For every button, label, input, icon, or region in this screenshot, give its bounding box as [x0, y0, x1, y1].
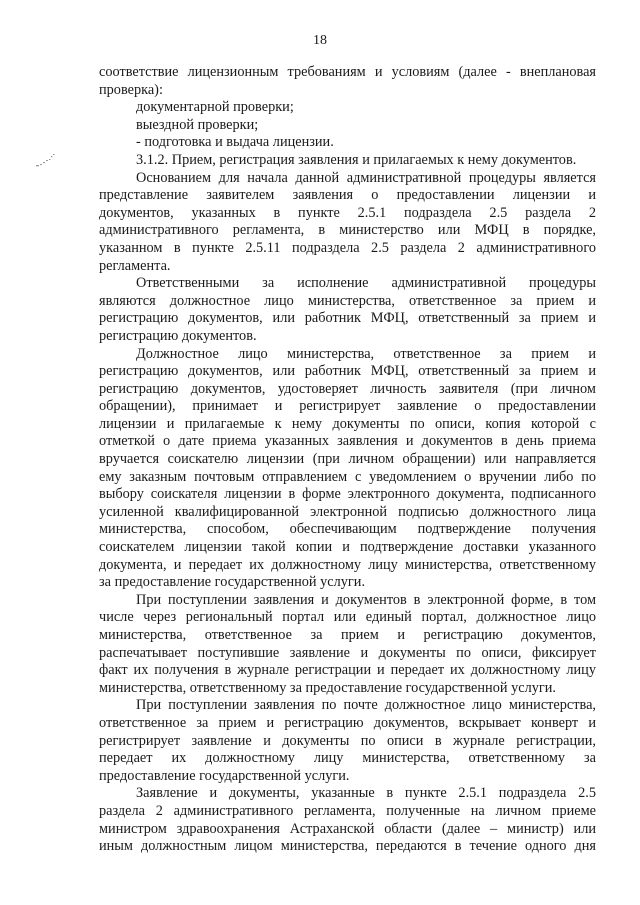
text-line: лицензии и прилагаемые к нему документы по описи, копия которой с — [99, 415, 596, 432]
text-line: министерства, способом, обеспечивающим подтверждение получения — [99, 521, 596, 538]
paragraph — [99, 64, 596, 99]
text-line: выбору соискателя лицензии в форме электронного документа, подписанного — [99, 486, 596, 503]
text-line: являются должностное лицо министерства, ответственное за прием и — [99, 292, 596, 309]
text-line: 3.1.2. Прием, регистрация заявления и прилагаемых к нему документов. — [136, 151, 577, 168]
document-body — [99, 64, 596, 856]
text-line: вручается соискателю лицензии (при личном обращении) или направляется — [99, 451, 596, 468]
text-line: проверка): — [99, 81, 163, 98]
text-line: выездной проверки; — [136, 116, 259, 133]
text-line: числе через региональный портал или единый портал, должностное лицо — [99, 609, 596, 626]
text-line: регистрацию документов, или работник МФЦ, ответственный за прием и — [99, 310, 596, 327]
text-line: министром здравоохранения Астраханской области (далее – министр) или — [99, 820, 596, 837]
paragraph — [99, 346, 596, 592]
text-line: передает их должностному лицу министерства, ответственному за — [99, 750, 596, 767]
text-line: Основанием для начала данной административной процедуры является — [136, 169, 596, 186]
text-line: административного регламента, в министерство или МФЦ в порядке, — [99, 222, 596, 239]
paragraph — [99, 117, 596, 135]
page-number: 18 — [313, 33, 327, 48]
text-line: министерства, ответственное за прием и регистрацию документов, — [99, 627, 596, 643]
text-line: Ответственными за исполнение административной процедуры — [136, 275, 596, 292]
paragraph — [99, 152, 596, 170]
text-line: регистрацию документов, или работник МФЦ, ответственный за прием и — [99, 363, 596, 380]
text-line: При поступлении заявления и документов в электронной форме, в том — [136, 591, 596, 608]
paragraph — [99, 785, 596, 855]
text-line: Должностное лицо министерства, ответственное за прием и — [136, 345, 596, 362]
text-line: отметкой о дате приема указанных заявления и документов в день приема — [99, 433, 596, 450]
text-line: раздела 2 административного регламента, полученные на личном приеме — [99, 802, 596, 819]
text-line: усиленной квалифицированной электронной подписью должностного лица — [99, 503, 596, 520]
paragraph — [99, 592, 596, 698]
text-line: предоставление государственной услуги. — [99, 767, 350, 784]
text-line: соискателем лицензии такой копии и подтверждение доставки указанного — [99, 539, 596, 556]
text-line: иным должностным лицом министерства, передаются в течение одного дня — [99, 838, 596, 855]
text-line: документа, и передает их должностному лицу министерства, ответственному — [99, 556, 596, 573]
text-line: При поступлении заявления по почте должностное лицо министерства, — [136, 697, 596, 714]
paragraph — [99, 697, 596, 785]
text-line: регистрацию документов. — [99, 327, 257, 344]
text-line: документов, указанных в пункте 2.5.1 подраздела 2.5 раздела 2 — [99, 204, 596, 221]
text-line: за предоставление государственной услуги. — [99, 574, 366, 591]
paragraph — [99, 99, 596, 117]
text-line: документарной проверки; — [136, 99, 294, 116]
text-line: ответственное за прием и регистрацию документов, вскрывает конверт и — [99, 714, 596, 731]
text-line: регламента. — [99, 257, 171, 274]
paragraph — [99, 275, 596, 345]
text-line: министерства, ответственному за предоставление государственной услуги. — [99, 679, 556, 696]
text-line: факт их получения в журнале регистрации и передает их должностному лицу — [99, 662, 596, 679]
text-line: - подготовка и выдача лицензии. — [136, 134, 334, 151]
paragraph — [99, 134, 596, 152]
text-line: обращении), принимает и регистрирует заявление о предоставлении — [99, 398, 596, 415]
text-line: регистрирует заявление и документы по описи в журнале регистрации, — [99, 732, 596, 749]
text-line: указанном в пункте 2.5.11 подраздела 2.5 раздела 2 административного — [99, 239, 596, 256]
paragraph — [99, 170, 596, 276]
scan-artifact-mark — [36, 153, 56, 169]
text-line: распечатывает поступившие заявление и документы по описи, фиксирует — [99, 644, 596, 661]
text-line: соответствие лицензионным требованиям и условиям (далее - внеплановая — [99, 64, 596, 80]
text-line: ему заказным почтовым отправлением с уведомлением о вручении либо по — [99, 468, 596, 485]
text-line: регистрацию документов, удостоверяет личность заявителя (при личном — [99, 380, 596, 397]
text-line: Заявление и документы, указанные в пункте 2.5.1 подраздела 2.5 — [136, 785, 596, 802]
text-line: представление заявителем заявления о предоставлении лицензии и — [99, 187, 596, 204]
